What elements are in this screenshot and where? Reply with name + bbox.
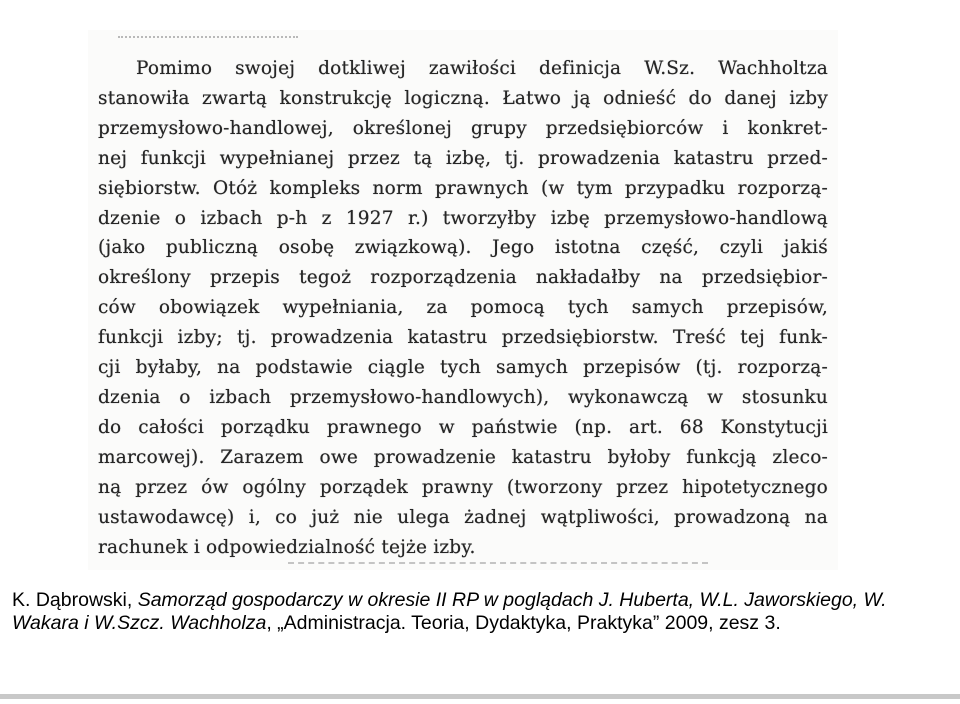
citation-source: , „Administracja. Teoria, Dydaktyka, Praktyka” 2009, zesz 3. xyxy=(266,611,781,634)
scan-line-13: do całości porządku prawnego w państwie (np. art. 68 Konstytucji xyxy=(98,416,828,438)
scan-line-1: Pomimo swojej dotkliwej zawiłości definicja W.Sz. Wachholtza xyxy=(136,58,828,79)
scan-cropped-top-line xyxy=(118,36,298,46)
scan-line-4: nej funkcji wypełnianej przez tą izbę, tj. prowadzenia katastru przed- xyxy=(98,147,828,169)
bottom-divider xyxy=(0,694,960,699)
scan-line-17: rachunek i odpowiedzialność tejże izby. xyxy=(98,536,476,558)
scan-line-11: cji byłaby, na podstawie ciągle tych samych przepisów (tj. rozporzą- xyxy=(98,357,828,379)
scanned-text-excerpt xyxy=(88,30,838,570)
scan-line-12: dzenia o izbach przemysłowo-handlowych), wykonawczą w stosunku xyxy=(98,386,828,408)
scan-cropped-bottom-line xyxy=(288,562,708,568)
citation-caption xyxy=(12,589,948,634)
scan-line-5: siębiorstw. Otóż kompleks norm prawnych (w tym przypadku rozporzą- xyxy=(98,177,828,199)
scan-line-3: przemysłowo-handlowej, określonej grupy przedsiębiorców i konkret- xyxy=(98,117,828,139)
scan-line-16: ustawodawcę) i, co już nie ulega żadnej wątpliwości, prowadzoną na xyxy=(98,506,828,528)
scan-line-2: stanowiła zwartą konstrukcję logiczną. Łatwo ją odnieść do danej izby xyxy=(98,87,828,109)
scan-line-10: funkcji izby; tj. prowadzenia katastru przedsiębiorstw. Treść tej funk- xyxy=(98,327,828,349)
citation-author: K. Dąbrowski, xyxy=(12,589,138,611)
scan-line-15: ną przez ów ogólny porządek prawny (tworzony przez hipotetycznego xyxy=(98,476,828,498)
scanned-paragraph xyxy=(98,54,828,562)
scan-line-9: ców obowiązek wypełniania, za pomocą tych samych przepisów, xyxy=(98,297,828,319)
citation-title: Samorząd gospodarczy w okresie II RP w poglądach J. Huberta, W.L. Jaworskiego, W. Wakara i W.Szcz. Wachholza xyxy=(12,589,887,634)
scan-line-6: dzenie o izbach p-h z 1927 r.) tworzyłby izbę przemysłowo-handlową xyxy=(98,207,828,229)
scan-line-8: określony przepis tegoż rozporządzenia nakładałby na przedsiębior- xyxy=(98,267,828,289)
scan-line-14: marcowej). Zarazem owe prowadzenie katastru byłoby funkcją zleco- xyxy=(98,446,828,468)
scan-line-7: (jako publiczną osobę związkową). Jego istotna część, czyli jakiś xyxy=(98,237,828,259)
